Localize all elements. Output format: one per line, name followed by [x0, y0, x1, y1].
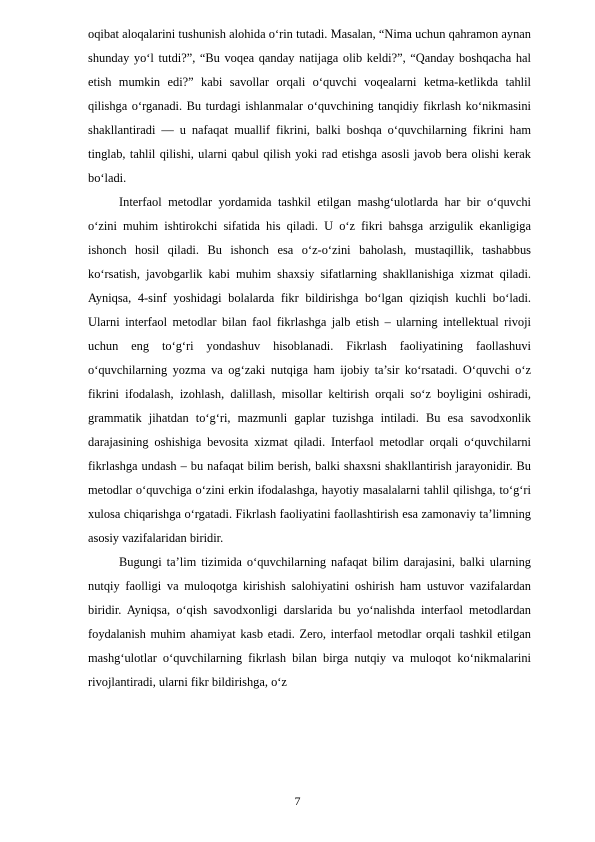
document-page: [88, 22, 531, 694]
paragraph-continued: oqibat aloqalarini tushunish alohida o‘rin tutadi. Masalan, “Nima uchun qahramon aynan shunday yo‘l tutdi?”, “Bu voqea qanday natijaga olib keldi?”, “Qanday boshqacha hal etish mumkin edi?” kabi savollar orqali o‘quvchi voqealarni ketma-ketlikda tahlil qilishga o‘rganadi. Bu turdagi ishlanmalar o‘quvchining tanqidiy fikrlash ko‘nikmasini shakllantiradi — u nafaqat muallif fikrini, balki boshqa o‘quvchilarning fikrini ham tinglab, tahlil qilishi, ularni qabul qilish yoki rad etishga asosli javob bera olishi kerak bo‘ladi.: [88, 27, 531, 185]
paragraph-interactive-methods: Interfaol metodlar yordamida tashkil etilgan mashg‘ulotlarda har bir o‘quvchi o‘zini muhim ishtirokchi sifatida his qiladi. U o‘z fikri bahsga arzigulik ekanligiga ishonch hosil qiladi. Bu ishonch esa o‘z-o‘zini baholash, mustaqillik, tashabbus ko‘rsatish, javobgarlik kabi muhim shaxsiy sifatlarning shakllanishiga xizmat qiladi. Ayniqsa, 4-sinf yoshidagi bolalarda fikr bildirishga bo‘lgan qiziqish kuchli bo‘ladi. Ularni interfaol metodlar bilan faol fikrlashga jalb etish – ularning intellektual rivoji uchun eng to‘g‘ri yondashuv hisoblanadi. Fikrlash faoliyatining faollashuvi o‘quvchilarning yozma va og‘zaki nutqiga ham ijobiy ta’sir ko‘rsatadi. O‘quvchi o‘z fikrini ifodalash, izohlash, dalillash, misollar keltirish orqali so‘z boyligini oshiradi, grammatik jihatdan to‘g‘ri, mazmunli gaplar tuzishga intiladi. Bu esa savodxonlik darajasining oshishiga bevosita xizmat qiladi. Interfaol metodlar orqali o‘quvchilarni fikrlashga undash – bu nafaqat bilim berish, balki shaxsni shakllantirish jarayonidir. Bu metodlar o‘quvchiga o‘zini erkin ifodalashga, hayotiy masalalarni tahlil qilishga, to‘g‘ri xulosa chiqarishga o‘rgatadi. Fikrlash faoliyatini faollashtirish esa zamonaviy ta’limning asosiy vazifalaridan biridir.: [88, 195, 531, 545]
page-number: 7: [294, 794, 301, 808]
paragraph-speech-activity: Bugungi ta’lim tizimida o‘quvchilarning nafaqat bilim darajasini, balki ularning nutqiy faolligi va muloqotga kirishish salohiyatini oshirish ham ustuvor vazifalardan biridir. Ayniqsa, o‘qish savodxonligi darslarida bu yo‘nalishda interfaol metodlardan foydalanish muhim ahamiyat kasb etadi. Zero, interfaol metodlar orqali tashkil etilgan mashg‘ulotlar o‘quvchilarning fikrlash bilan birga nutqiy va muloqot ko‘nikmalarini rivojlantiradi, ularni fikr bildirishga, o‘z: [88, 555, 531, 689]
